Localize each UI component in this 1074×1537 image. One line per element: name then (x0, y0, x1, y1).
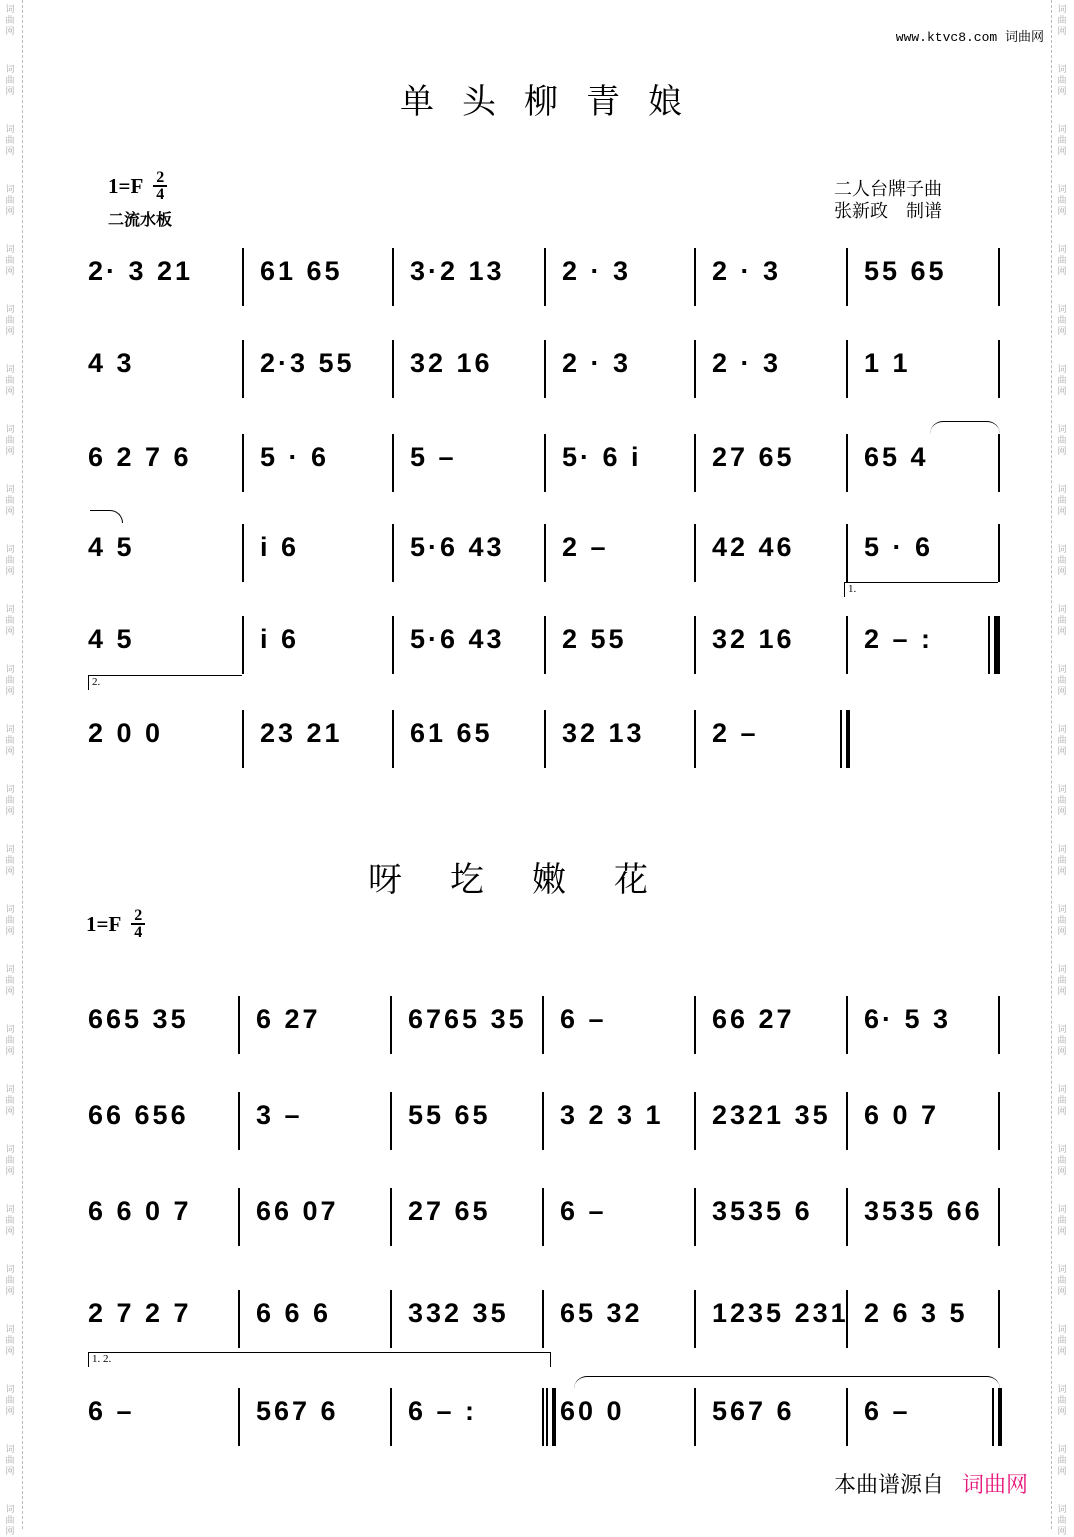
song1-time-signature: $\frac{2}{4}$ (153, 170, 167, 202)
measure: 65 32 (560, 1298, 643, 1328)
measure: 2 – : (864, 624, 934, 654)
watermark-text: 词 曲 网 (5, 1444, 15, 1476)
barline (390, 1188, 392, 1246)
score-row (86, 252, 1002, 312)
barline (998, 248, 1000, 306)
measure: 6 2 7 6 (88, 442, 192, 472)
right-watermark-strip (1051, 0, 1074, 1536)
watermark-text: 词 曲 网 (1057, 364, 1067, 396)
footer-brand-link[interactable]: 词曲网 (961, 1472, 1028, 1497)
watermark-text: 词 曲 网 (5, 844, 15, 876)
measure: 2·3 55 (260, 348, 355, 378)
barline (544, 524, 546, 582)
watermark-text: 词 曲 网 (5, 664, 15, 696)
watermark-text: 词 曲 网 (1057, 724, 1067, 756)
barline (694, 524, 696, 582)
barline (846, 1092, 848, 1150)
measure: i 6 (260, 624, 300, 654)
measure: 2 – (562, 532, 609, 562)
barline (846, 1388, 848, 1446)
watermark-text: 词 曲 网 (1057, 424, 1067, 456)
barline (242, 248, 244, 306)
measure: 665 35 (88, 1004, 189, 1034)
score-row (86, 438, 1002, 498)
measure: 61 65 (410, 718, 493, 748)
watermark-text: 词 曲 网 (1057, 1024, 1067, 1056)
measure: 332 35 (408, 1298, 509, 1328)
barline (542, 1188, 544, 1246)
barline (998, 434, 1000, 492)
measure: 4 3 (88, 348, 135, 378)
barline (846, 996, 848, 1054)
measure: 4 5 (88, 624, 135, 654)
volta-1: 1. (844, 582, 998, 597)
watermark-text: 词 曲 网 (1057, 184, 1067, 216)
score-row (86, 1294, 1002, 1354)
watermark-text: 词 曲 网 (1057, 544, 1067, 576)
barline (238, 1388, 240, 1446)
footer-source-label: 本曲谱源自 (833, 1472, 944, 1497)
measure: 3535 66 (864, 1196, 983, 1226)
barline (542, 1092, 544, 1150)
barline (390, 1092, 392, 1150)
measure: 567 6 (712, 1396, 795, 1426)
barline (544, 248, 546, 306)
barline (544, 434, 546, 492)
left-watermark-strip (0, 0, 23, 1536)
song2-title: 呀圪嫩花 (368, 860, 696, 900)
watermark-text: 词 曲 网 (5, 1204, 15, 1236)
watermark-text: 词 曲 网 (1057, 124, 1067, 156)
watermark-text: 词 曲 网 (5, 244, 15, 276)
measure: 5 · 6 (864, 532, 934, 562)
measure: 6 – (560, 1196, 607, 1226)
measure: 6 – : (408, 1396, 478, 1426)
watermark-text: 词 曲 网 (5, 484, 15, 516)
barline (694, 1092, 696, 1150)
watermark-text: 词 曲 网 (1057, 1324, 1067, 1356)
measure: 6 – (88, 1396, 135, 1426)
watermark-text: 词 曲 网 (5, 1084, 15, 1116)
watermark-text: 词 曲 网 (5, 64, 15, 96)
barline (390, 1290, 392, 1348)
barline (392, 524, 394, 582)
song1-credits (834, 178, 942, 222)
watermark-text: 词 曲 网 (5, 604, 15, 636)
score-row (86, 620, 1002, 680)
barline (998, 1188, 1000, 1246)
measure: 27 65 (408, 1196, 491, 1226)
measure: 55 65 (408, 1100, 491, 1130)
watermark-text: 词 曲 网 (5, 1024, 15, 1056)
barline (242, 434, 244, 492)
barline (694, 434, 696, 492)
watermark-text: 词 曲 网 (5, 184, 15, 216)
measure: 2 · 3 (712, 348, 782, 378)
measure: 6· 5 3 (864, 1004, 952, 1034)
song2-key-signature (86, 908, 145, 940)
barline (846, 434, 848, 492)
measure: 6 6 0 7 (88, 1196, 192, 1226)
measure: 567 6 (256, 1396, 339, 1426)
measure: 6765 35 (408, 1004, 527, 1034)
measure: 2 · 3 (562, 348, 632, 378)
barline (694, 340, 696, 398)
watermark-text: 词 曲 网 (1057, 964, 1067, 996)
measure: 5 – (410, 442, 457, 472)
watermark-text: 词 曲 网 (5, 424, 15, 456)
barline (390, 1388, 392, 1446)
barline (392, 248, 394, 306)
barline (542, 1388, 544, 1446)
watermark-text: 词 曲 网 (1057, 844, 1067, 876)
watermark-text: 词 曲 网 (5, 124, 15, 156)
measure: 27 65 (712, 442, 795, 472)
barline (242, 340, 244, 398)
measure: 2 – (712, 718, 759, 748)
measure: 5 · 6 (260, 442, 330, 472)
measure: 6 – (560, 1004, 607, 1034)
volta-1-2: 1. 2. (88, 1352, 551, 1367)
watermark-text: 词 曲 网 (1057, 484, 1067, 516)
repeat-end-barline (546, 1388, 556, 1446)
barline (846, 524, 848, 582)
barline (998, 1290, 1000, 1348)
barline (238, 1092, 240, 1150)
watermark-text: 词 曲 网 (1057, 1144, 1067, 1176)
watermark-text: 词 曲 网 (5, 784, 15, 816)
score-row (86, 344, 1002, 404)
watermark-text: 词 曲 网 (5, 724, 15, 756)
barline (238, 1188, 240, 1246)
measure: 3 2 3 1 (560, 1100, 664, 1130)
barline (390, 996, 392, 1054)
measure: 66 656 (88, 1100, 189, 1130)
score-row (86, 714, 1002, 774)
barline (694, 710, 696, 768)
measure: 6 0 7 (864, 1100, 940, 1130)
watermark-text: 词 曲 网 (1057, 664, 1067, 696)
final-double-barline (840, 710, 850, 768)
song1-title: 单头柳青娘 (400, 82, 710, 122)
watermark-text: 词 曲 网 (1057, 1444, 1067, 1476)
barline (392, 340, 394, 398)
measure: 5· 6 i (562, 442, 642, 472)
score-row (86, 1192, 1002, 1252)
barline (694, 996, 696, 1054)
measure: 2 · 3 (712, 256, 782, 286)
measure: 6 27 (256, 1004, 321, 1034)
song2-time-signature: $\frac{2}{4}$ (131, 908, 145, 940)
watermark-text: 词 曲 网 (5, 1504, 15, 1536)
song1-credit-origin: 二人台牌子曲 (834, 179, 942, 199)
measure: 2· 3 21 (88, 256, 194, 286)
barline (542, 1290, 544, 1348)
watermark-text: 词 曲 网 (5, 904, 15, 936)
watermark-text: 词 曲 网 (5, 544, 15, 576)
barline (998, 1092, 1000, 1150)
song1-key-signature (108, 170, 167, 202)
watermark-text: 词 曲 网 (1057, 784, 1067, 816)
watermark-text: 词 曲 网 (1057, 1504, 1067, 1536)
measure: 61 65 (260, 256, 343, 286)
watermark-text: 词 曲 网 (1057, 64, 1067, 96)
slur-tie (930, 421, 1000, 434)
watermark-text: 词 曲 网 (5, 1384, 15, 1416)
measure: 3535 6 (712, 1196, 813, 1226)
barline (998, 616, 1000, 674)
watermark-text: 词 曲 网 (5, 364, 15, 396)
score-row (86, 528, 1002, 588)
barline (998, 996, 1000, 1054)
barline (392, 616, 394, 674)
song1-credit-arranger: 张新政 制谱 (834, 201, 942, 221)
measure: 3·2 13 (410, 256, 505, 286)
measure: 2 6 3 5 (864, 1298, 968, 1328)
barline (846, 340, 848, 398)
final-double-barline (992, 1388, 1002, 1446)
barline (242, 710, 244, 768)
measure: 4 5 (88, 532, 135, 562)
measure: 3 – (256, 1100, 303, 1130)
measure: 23 21 (260, 718, 343, 748)
score-row (86, 1096, 1002, 1156)
watermark-text: 词 曲 网 (1057, 1384, 1067, 1416)
measure: 2 · 3 (562, 256, 632, 286)
song1-tempo: 二流水板 (108, 212, 173, 229)
watermark-text: 词 曲 网 (1057, 4, 1067, 36)
barline (238, 1290, 240, 1348)
measure: 32 16 (410, 348, 493, 378)
score-row (86, 1392, 1002, 1452)
slur-tie (90, 510, 123, 523)
barline (998, 524, 1000, 582)
measure: 2 0 0 (88, 718, 164, 748)
barline (694, 616, 696, 674)
barline (694, 248, 696, 306)
barline (542, 996, 544, 1054)
measure: i 6 (260, 532, 300, 562)
measure: 5·6 43 (410, 532, 505, 562)
slur-phrase (574, 1376, 1000, 1389)
song2-key: 1=F (86, 911, 122, 936)
measure: 5·6 43 (410, 624, 505, 654)
barline (242, 616, 244, 674)
barline (544, 710, 546, 768)
barline (694, 1388, 696, 1446)
watermark-text: 词 曲 网 (1057, 1264, 1067, 1296)
watermark-text: 词 曲 网 (5, 4, 15, 36)
barline (392, 434, 394, 492)
barline (846, 616, 848, 674)
measure: 60 0 (560, 1396, 625, 1426)
watermark-text: 词 曲 网 (5, 1324, 15, 1356)
barline (544, 340, 546, 398)
measure: 66 07 (256, 1196, 339, 1226)
song1-key: 1=F (108, 173, 144, 198)
watermark-text: 词 曲 网 (5, 1144, 15, 1176)
barline (846, 1290, 848, 1348)
barline (544, 616, 546, 674)
measure: 32 13 (562, 718, 645, 748)
measure: 32 16 (712, 624, 795, 654)
watermark-text: 词 曲 网 (1057, 1204, 1067, 1236)
measure: 55 65 (864, 256, 947, 286)
watermark-text: 词 曲 网 (1057, 1084, 1067, 1116)
measure: 6 – (864, 1396, 911, 1426)
footer (834, 1468, 1028, 1499)
volta-2: 2. (88, 675, 242, 690)
measure: 1 1 (864, 348, 911, 378)
barline (238, 996, 240, 1054)
measure: 2 7 2 7 (88, 1298, 192, 1328)
barline (392, 710, 394, 768)
repeat-end-barline (988, 616, 998, 674)
watermark-text: 词 曲 网 (1057, 304, 1067, 336)
measure: 2 55 (562, 624, 627, 654)
watermark-text: 词 曲 网 (5, 964, 15, 996)
watermark-text: 词 曲 网 (5, 304, 15, 336)
watermark-text: 词 曲 网 (1057, 244, 1067, 276)
barline (998, 340, 1000, 398)
measure: 66 27 (712, 1004, 795, 1034)
watermark-text: 词 曲 网 (1057, 904, 1067, 936)
site-label: www.ktvc8.com 词曲网 (895, 30, 1044, 45)
measure: 42 46 (712, 532, 795, 562)
score-row (86, 1000, 1002, 1060)
watermark-text: 词 曲 网 (5, 1264, 15, 1296)
measure: 1235 231 (712, 1298, 849, 1328)
barline (846, 248, 848, 306)
measure: 2321 35 (712, 1100, 831, 1130)
barline (694, 1188, 696, 1246)
barline (846, 1188, 848, 1246)
measure: 65 4 (864, 442, 929, 472)
barline (694, 1290, 696, 1348)
measure: 6 6 6 (256, 1298, 332, 1328)
barline (242, 524, 244, 582)
watermark-text: 词 曲 网 (1057, 604, 1067, 636)
